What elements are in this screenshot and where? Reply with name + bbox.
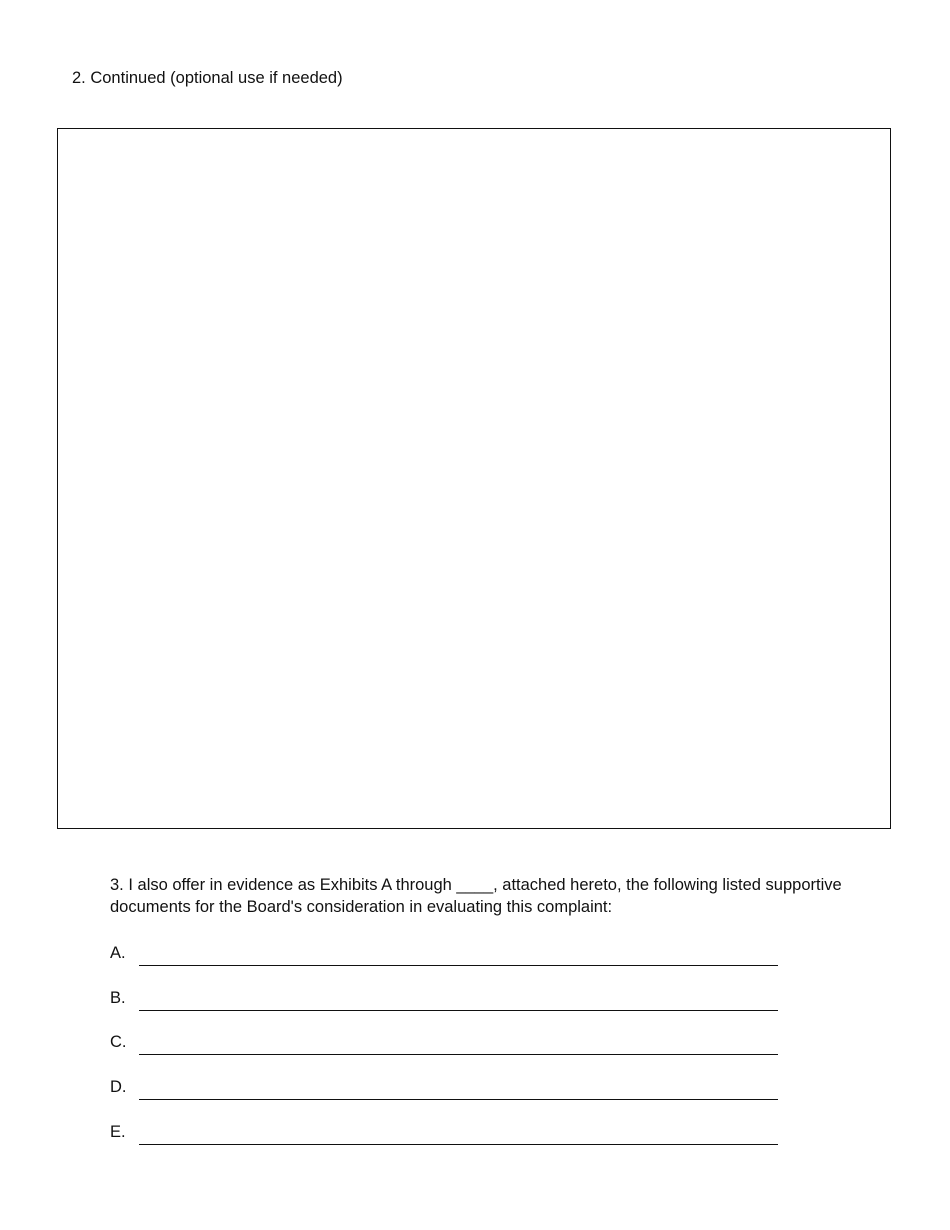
exhibit-e-input[interactable] [139,1121,778,1145]
exhibit-row-e [110,1121,778,1147]
exhibit-d-input[interactable] [139,1076,778,1100]
section-2-heading: 2. Continued (optional use if needed) [72,69,343,87]
exhibit-b-input[interactable] [139,987,778,1011]
continued-text-area[interactable] [58,129,890,828]
exhibit-c-input[interactable] [139,1031,778,1055]
exhibit-letter-a: A. [110,944,126,962]
continued-text-box[interactable] [57,128,891,829]
exhibit-letter-e: E. [110,1123,126,1141]
exhibit-row-c [110,1031,778,1057]
exhibits-statement: 3. I also offer in evidence as Exhibits A through ____, attached hereto, the following listed supportive documents for the Board's consideration in evaluating this complaint: [110,876,842,916]
exhibit-row-d [110,1076,778,1102]
exhibit-letter-c: C. [110,1033,127,1051]
exhibit-letter-d: D. [110,1078,127,1096]
exhibit-letter-b: B. [110,989,126,1007]
exhibit-row-b [110,987,778,1013]
exhibit-a-input[interactable] [139,942,778,966]
exhibit-row-a [110,942,778,968]
